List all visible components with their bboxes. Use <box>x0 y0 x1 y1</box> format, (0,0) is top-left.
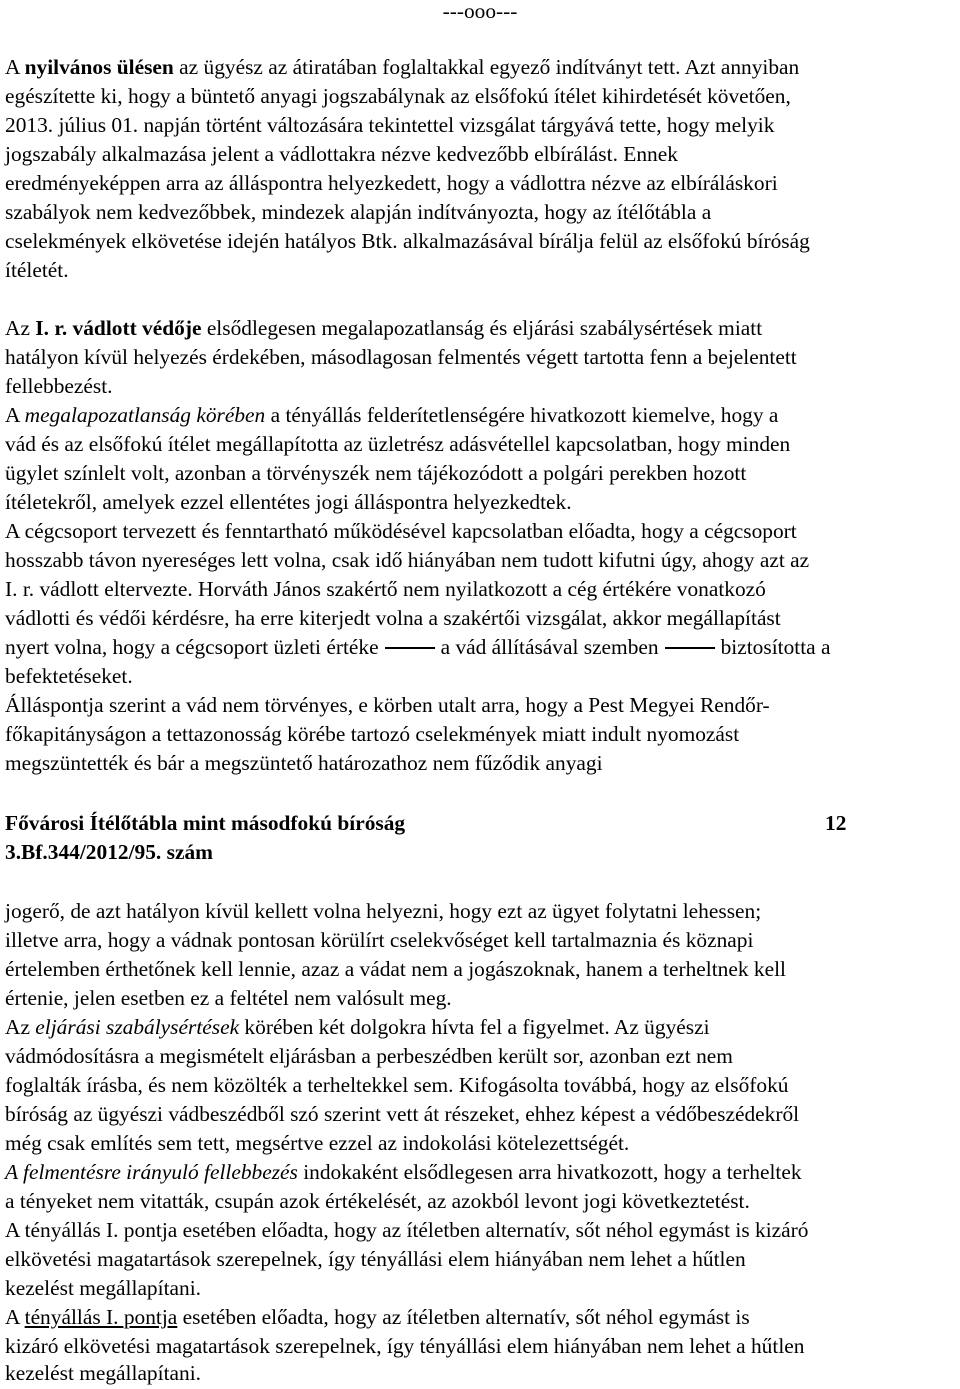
page-number: 12 <box>825 811 847 835</box>
underlined-phrase: tényállás I. pontja <box>24 1305 178 1329</box>
text-line: hosszabb távon nyereséges lett volna, csak idő hiányában nem tudott kifutni úgy, ahogy azt az <box>5 548 810 572</box>
text-line: A cégcsoport tervezett és fenntartható működésével kapcsolatban előadta, hogy a cégcsoport <box>5 519 797 543</box>
text-line: jogszabály alkalmazása jelent a vádlottakra nézve kedvezőbb elbírálást. Ennek <box>5 142 678 166</box>
text-line: illetve arra, hogy a vádnak pontosan körülírt cselekvőséget kell tartalmaznia és köznapi <box>5 928 754 952</box>
italic-phrase: A felmentésre irányuló fellebbezés <box>5 1160 298 1184</box>
text-line: A felmentésre irányuló fellebbezés indokaként elsődlegesen arra hivatkozott, hogy a terheltek <box>5 1160 802 1184</box>
court-name: Fővárosi Ítélőtábla mint másodfokú bíróság <box>5 811 406 835</box>
text-line: a tényeket nem vitatták, csupán azok értékelését, az azokból levont jogi következtetést. <box>5 1189 750 1213</box>
text-line: megszüntették és bár a megszüntető határozathoz nem fűződik anyagi <box>5 751 603 775</box>
text-line: vádmódosításra a megismételt eljárásban a perbeszédben került sor, azonban ezt nem <box>5 1044 733 1068</box>
text-line: jogerő, de azt hatályon kívül kellett volna helyezni, hogy ezt az ügyet folytatni lehessen; <box>5 899 762 923</box>
case-number: 3.Bf.344/2012/95. szám <box>5 840 213 864</box>
text-line: A megalapozatlanság körében a tényállás felderítetlenségére hivatkozott kiemelve, hogy a <box>5 403 779 427</box>
text-line: 2013. július 01. napján történt változására tekintettel vizsgálat tárgyává tette, hogy melyik <box>5 113 775 137</box>
text-line: ügylet színlelt volt, azonban a törvényszék nem tájékozódott a polgári perekben hozott <box>5 461 747 485</box>
text-line: Álláspontja szerint a vád nem törvényes, e körben utalt arra, hogy a Pest Megyei Rendőr- <box>5 693 770 717</box>
text-line: értenie, jelen esetben ez a feltétel nem valósult meg. <box>5 986 452 1010</box>
text-line: szabályok nem kedvezőbbek, mindezek alapján indítványozta, hogy az ítélőtábla a <box>5 200 712 224</box>
em-dash <box>665 647 715 649</box>
text-line: Az eljárási szabálysértések körében két dolgokra hívta fel a figyelmet. Az ügyészi <box>5 1015 710 1039</box>
text-line: ítéletét. <box>5 258 69 282</box>
text-line: I. r. vádlott eltervezte. Horváth János szakértő nem nyilatkozott a cég értékére vonatkozó <box>5 577 766 601</box>
text-line: még csak említés sem tett, megsértve ezzel az indokolási kötelezettségét. <box>5 1131 630 1155</box>
text-line: elkövetési magatartások szerepelnek, így tényállási elem hiányában nem lehet a hűtlen <box>5 1247 746 1271</box>
text-line: kezelést megállapítani. <box>5 1361 201 1385</box>
italic-phrase: eljárási szabálysértések <box>35 1015 240 1039</box>
text-line: nyert volna, hogy a cégcsoport üzleti értéke a vád állításával szemben biztosította a <box>5 635 831 659</box>
text-line: kizáró elkövetési magatartások szerepelnek, így tényállási elem hiányában nem lehet a hűtlen <box>5 1334 805 1358</box>
text-line: A tényállás I. pontja esetében előadta, hogy az ítéletben alternatív, sőt néhol egymást is kizáró <box>5 1218 809 1242</box>
em-dash <box>385 647 435 649</box>
bold-phrase: nyilvános ülésen <box>24 55 174 79</box>
text-line: értelemben érthetőnek kell lennie, azaz a vádat nem a jogászoknak, hanem a terheltnek kell <box>5 957 786 981</box>
text-line: befektetéseket. <box>5 664 133 688</box>
text-line: vád és az elsőfokú ítélet megállapította az üzletrész adásvétellel kapcsolatban, hogy minden <box>5 432 791 456</box>
section-separator: ---ooo--- <box>442 0 518 23</box>
text-line: fellebbezést. <box>5 374 113 398</box>
text-line: kezelést megállapítani. <box>5 1276 201 1300</box>
text-line: A nyilvános ülésen az ügyész az átiratában foglaltakkal egyező indítványt tett. Azt annyiban <box>5 55 800 79</box>
text-line: bíróság az ügyészi vádbeszédből szó szerint vett át részeket, ehhez képest a védőbeszédekről <box>5 1102 800 1126</box>
italic-phrase: megalapozatlanság körében <box>24 403 266 427</box>
text-line: foglalták írásba, és nem közölték a terheltekkel sem. Kifogásolta továbbá, hogy az elsőfokú <box>5 1073 789 1097</box>
text-line: cselekmények elkövetése idején hatályos Btk. alkalmazásával bírálja felül az elsőfokú bíróság <box>5 229 810 253</box>
text-line: A tényállás I. pontja esetében előadta, hogy az ítéletben alternatív, sőt néhol egymást is <box>5 1305 750 1329</box>
text-line: vádlotti és védői kérdésre, ha erre kiterjedt volna a szakértői vizsgálat, akkor megállapítást <box>5 606 781 630</box>
bold-phrase: I. r. vádlott védője <box>35 316 202 340</box>
text-line: ítéletekről, amelyek ezzel ellentétes jogi álláspontra helyezkedtek. <box>5 490 572 514</box>
text-line: hatályon kívül helyezés érdekében, másodlagosan felmentés végett tartotta fenn a bejelentett <box>5 345 797 369</box>
text-line: eredményeképpen arra az álláspontra helyezkedett, hogy a vádlottra nézve az elbíráláskori <box>5 171 778 195</box>
text-line: főkapitányságon a tettazonosság körébe tartozó cselekmények miatt indult nyomozást <box>5 722 740 746</box>
text-line: egészítette ki, hogy a büntető anyagi jogszabálynak az elsőfokú ítélet kihirdetését követően, <box>5 84 791 108</box>
text-line: Az I. r. vádlott védője elsődlegesen megalapozatlanság és eljárási szabálysértések miatt <box>5 316 763 340</box>
